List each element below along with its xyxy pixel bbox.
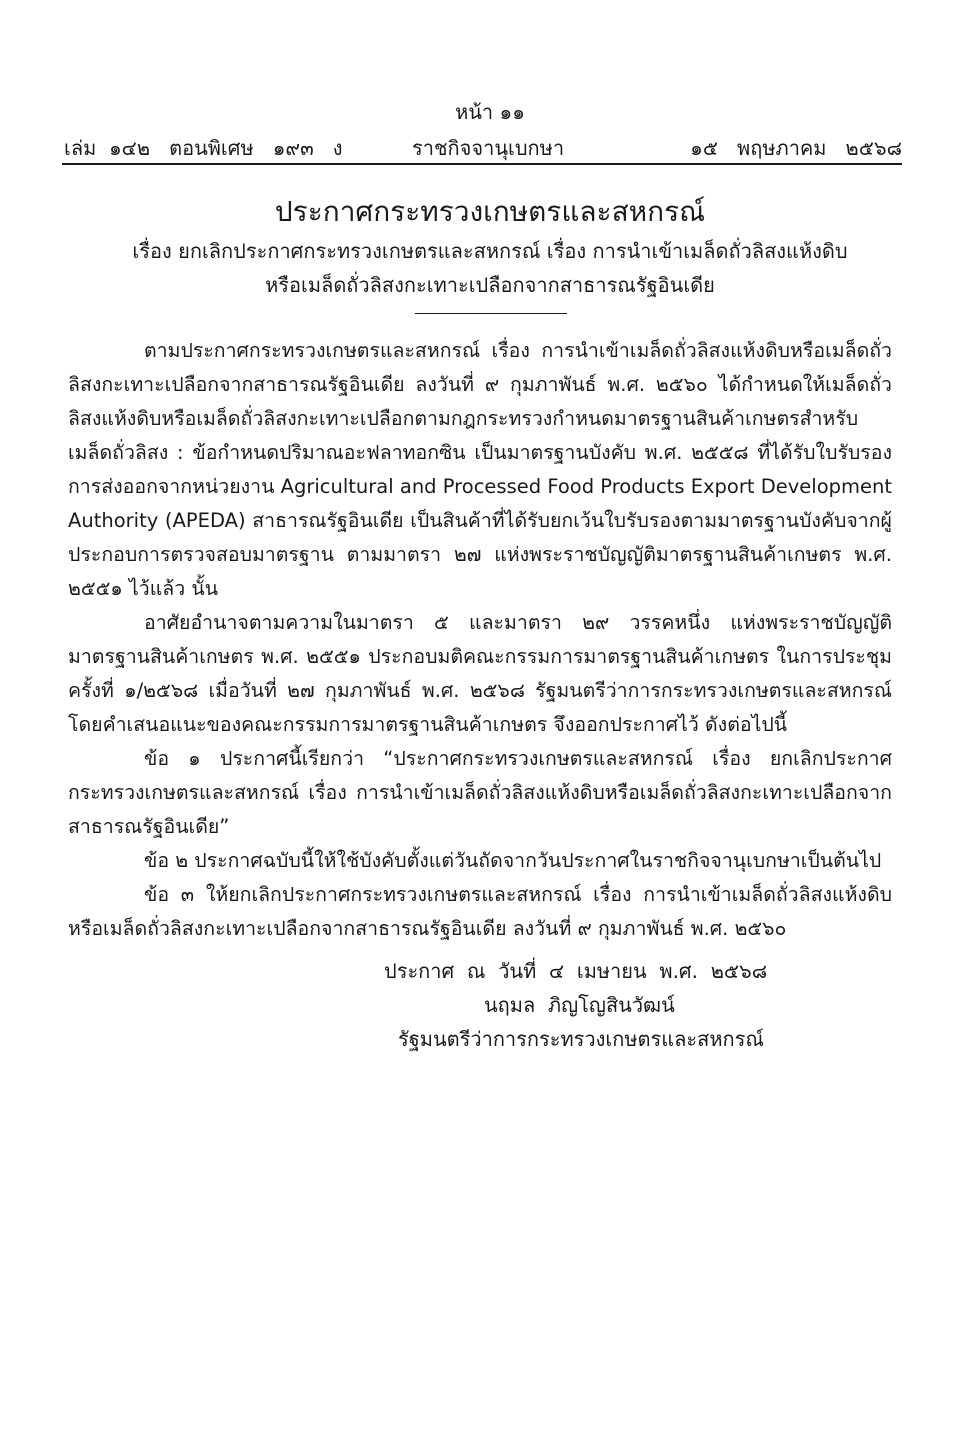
announcement-body [68, 334, 892, 946]
signature-date: ประกาศ ณ วันที่ ๔ เมษายน พ.ศ. ๒๕๖๘ [384, 959, 768, 983]
paragraph-authority: อาศัยอำนาจตามความในมาตรา ๕ และมาตรา ๒๙ วรรคหนึ่ง แห่งพระราชบัญญัติมาตรฐานสินค้าเกษตร พ.ศ. ๒๕๕๑ ประกอบมติคณะกรรมการมาตรฐานสินค้าเกษตร ในการประชุมครั้งที่ ๑/๒๕๖๘ เมื่อวันที่ ๒๗ กุมภาพันธ์ พ.ศ. ๒๕๖๘ รัฐมนตรีว่าการกระทรวงเกษตรและสหกรณ์โดยคำเสนอแนะของคณะกรรมการมาตรฐานสินค้าเกษตร จึงออกประกาศไว้ ดังต่อไปนี้ [68, 611, 892, 736]
signatory-position: รัฐมนตรีว่าการกระทรวงเกษตรและสหกรณ์ [398, 1027, 764, 1051]
clause-3: ข้อ ๓ ให้ยกเลิกประกาศกระทรวงเกษตรและสหกรณ์ เรื่อง การนำเข้าเมล็ดถั่วลิสงแห้งดิบหรือเมล็ดถั่วลิสงกะเทาะเปลือกจากสาธารณรัฐอินเดีย ลงวันที่ ๙ กุมภาพันธ์ พ.ศ. ๒๕๖๐ [68, 883, 892, 940]
publication-name: ราชกิจจานุเบกษา [412, 136, 565, 160]
announcement-subject [0, 234, 980, 302]
header-divider [62, 163, 902, 165]
paragraph-preamble: ตามประกาศกระทรวงเกษตรและสหกรณ์ เรื่อง การนำเข้าเมล็ดถั่วลิสงแห้งดิบหรือเมล็ดถั่วลิสงกะเทาะเปลือกจากสาธารณรัฐอินเดีย ลงวันที่ ๙ กุมภาพันธ์ พ.ศ. ๒๕๖๐ ได้กำหนดให้เมล็ดถั่วลิสงแห้งดิบหรือเมล็ดถั่วลิสงกะเทาะเปลือกตามกฎกระทรวงกำหนดมาตรฐานสินค้าเกษตรสำหรับเมล็ดถั่วลิสง : ข้อกำหนดปริมาณอะฟลาทอกซิน เป็นมาตรฐานบังคับ พ.ศ. ๒๕๕๘ ที่ได้รับใบรับรองการส่งออกจากหน่วยงาน Agricultural and Processed Food Products Export Development Authority (APEDA) สาธารณรัฐอินเดีย เป็นสินค้าที่ได้รับยกเว้นใบรับรองตามมาตรฐานบังคับจากผู้ประกอบการตรวจสอบมาตรฐาน ตามมาตรา ๒๗ แห่งพระราชบัญญัติมาตรฐานสินค้าเกษตร พ.ศ. ๒๕๕๑ ไว้แล้ว นั้น [68, 339, 892, 600]
clause-2: ข้อ ๒ ประกาศฉบับนี้ให้ใช้บังคับตั้งแต่วันถัดจากวันประกาศในราชกิจจานุเบกษาเป็นต้นไป [144, 849, 882, 872]
subject-line-1: เรื่อง ยกเลิกประกาศกระทรวงเกษตรและสหกรณ์ เรื่อง การนำเข้าเมล็ดถั่วลิสงแห้งดิบ [132, 239, 848, 263]
subject-line-2: หรือเมล็ดถั่วลิสงกะเทาะเปลือกจากสาธารณรัฐอินเดีย [265, 273, 715, 297]
publication-date: ๑๕ พฤษภาคม ๒๕๖๘ [690, 136, 902, 160]
signatory-name: นฤมล ภิญโญสินวัฒน์ [484, 993, 675, 1017]
clause-1: ข้อ ๑ ประกาศนี้เรียกว่า “ประกาศกระทรวงเกษตรและสหกรณ์ เรื่อง ยกเลิกประกาศกระทรวงเกษตรและสหกรณ์ เรื่อง การนำเข้าเมล็ดถั่วลิสงแห้งดิบหรือเมล็ดถั่วลิสงกะเทาะเปลือกจากสาธารณรัฐอินเดีย” [68, 747, 892, 838]
page-number: หน้า ๑๑ [455, 100, 525, 124]
volume-issue: เล่ม ๑๔๒ ตอนพิเศษ ๑๙๓ ง [64, 136, 343, 160]
gazette-header [64, 132, 902, 162]
title-divider [415, 313, 567, 314]
announcement-title: ประกาศกระทรวงเกษตรและสหกรณ์ [274, 195, 706, 228]
